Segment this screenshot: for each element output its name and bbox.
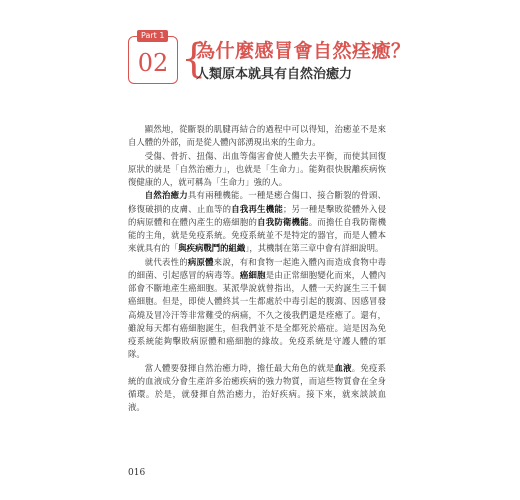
text-run: 當人體要發揮自然治癒力時，擔任最大角色的就是	[144, 362, 335, 373]
bold-term: 血液	[334, 362, 352, 373]
page-title: 為什麼感冒會自然痊癒？	[196, 40, 411, 62]
chapter-badge	[128, 31, 178, 84]
bold-term: 與疾病戰鬥的組織	[178, 243, 246, 254]
body-paragraph	[128, 256, 386, 362]
bold-term: 自我防衛機能	[257, 216, 309, 227]
body-paragraph	[128, 150, 386, 190]
text-run: 。免疫系統的血液成分會生產許多治癒疾病的強力物質，而這些物質會在全身循環。於是，就發揮自然治癒力，治好疾病。接下來，就來談談血液。	[128, 362, 387, 413]
text-run: 」，其機制在第三章中會有詳細說明。	[245, 243, 384, 254]
bold-term: 自我再生機能	[231, 203, 283, 214]
text-run: 具有兩種機能。一種是癒合傷口、接合斷裂的骨頭、修復破損的皮膚、止血等的	[128, 190, 387, 214]
bold-term: 自然治癒力	[144, 190, 188, 201]
text-run: 就代表性的	[144, 256, 188, 267]
text-run: 。而擔任自我防衛機能的主角，就是免疫系統。免疫系統並不是特定的器官，而是人體本來就具有的「	[128, 216, 387, 254]
body-paragraph	[128, 189, 386, 255]
brace-ornament: {	[181, 36, 207, 82]
page-subtitle: 人類原本就具有自然治癒力	[196, 67, 353, 82]
part-label: Part 1	[137, 30, 168, 42]
text-run: 是由正常細胞變化而來，人體內部會不斷地產生癌細胞。某派學說就曾指出，人體一天約誕生三千個癌細胞。但是，即使人體終其一生都處於中毒引起的腹瀉、因感冒發高燒及冒冷汗等非常難受的病痛，不久之後我們還是痊癒了。還有，雖說每天都有癌細胞誕生，但我們並不是全都死於癌症。這是因為免疫系統能夠擊敗病原體和癌細胞的緣故。免疫系統是守護人體的軍隊。	[128, 269, 387, 360]
text-run: 顯然地，從斷裂的肌腱再結合的過程中可以得知，治癒並不是來自人體的外部，而是從人體內部湧現出來的生命力。	[128, 124, 386, 148]
text-run: 受傷、骨折、扭傷、出血等傷害會使人體失去平衡，而使其回復原狀的就是「自然治癒力」，也就是「生命力」。能夠很快脫離疾病恢復健康的人，就可稱為「生命力」強的人。	[128, 150, 386, 187]
page-number: 016	[128, 468, 146, 478]
bold-term: 病原體	[187, 256, 214, 267]
body-paragraph	[128, 123, 386, 150]
chapter-number: 02	[137, 49, 169, 77]
bold-term: 癌細胞	[239, 269, 266, 280]
body-paragraph	[128, 362, 386, 415]
text-run: 來說，有和食物一起進入體內而造成食物中毒的細菌、引起感冒的病毒等。	[128, 256, 387, 280]
body-text	[128, 123, 386, 415]
text-run: ；另一種是擊敗從體外入侵的病原體和在體內產生的癌細胞的	[128, 203, 387, 227]
